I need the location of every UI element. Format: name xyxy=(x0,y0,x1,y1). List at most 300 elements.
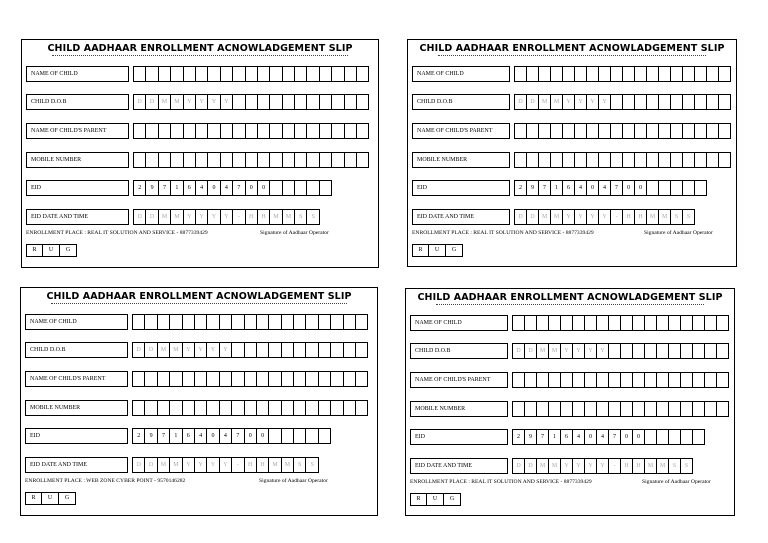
parent-name-cell xyxy=(159,123,171,139)
eid-cell: 2 xyxy=(513,429,525,445)
title-underline xyxy=(51,303,347,304)
mobile-number-cell xyxy=(575,152,587,168)
parent-name-cell xyxy=(319,371,331,387)
child-name-cell xyxy=(356,314,368,330)
parent-name-cell xyxy=(513,372,525,388)
eid-cell: 7 xyxy=(233,180,245,196)
eid-date-time-cell: - xyxy=(611,209,623,225)
child-name-cell xyxy=(220,314,232,330)
child-dob-cell: M xyxy=(539,94,551,110)
eid-date-time-cell: S xyxy=(671,209,683,225)
mobile-number-cell xyxy=(597,401,609,417)
child-name-row xyxy=(26,66,369,82)
mobile-number-cell xyxy=(319,400,331,416)
field-label: CHILD D.O.B xyxy=(410,343,508,359)
parent-name-cell xyxy=(587,123,599,139)
rug-cell: U xyxy=(43,244,60,257)
eid-date-time-cell: H xyxy=(246,209,258,225)
child-name-cell xyxy=(599,66,611,82)
parent-name-cell xyxy=(599,123,611,139)
acknowledgement-slip xyxy=(21,39,379,268)
eid-date-time-cell: Y xyxy=(599,209,611,225)
mobile-number-cell xyxy=(195,400,207,416)
mobile-number-cell xyxy=(158,400,170,416)
parent-name-cell xyxy=(707,123,719,139)
child-name-cell xyxy=(133,314,145,330)
child-dob-cell: D xyxy=(145,342,157,358)
eid-cell: 7 xyxy=(232,428,244,444)
child-name-cell xyxy=(635,66,647,82)
field-label: EID DATE AND TIME xyxy=(412,209,510,225)
parent-name-cell xyxy=(671,123,683,139)
child-dob-cell xyxy=(695,94,707,110)
mobile-number-cell xyxy=(705,401,717,417)
child-dob-row xyxy=(412,94,731,110)
child-dob-cell xyxy=(633,343,645,359)
eid-date-time-cell: H xyxy=(257,457,269,473)
eid-date-time-cell: S xyxy=(295,209,307,225)
eid-date-time-cell: Y xyxy=(587,209,599,225)
eid-cell: 0 xyxy=(633,429,645,445)
parent-name-cell xyxy=(320,123,332,139)
mobile-number-cell xyxy=(331,400,343,416)
child-dob-cell xyxy=(295,94,307,110)
parent-name-cell xyxy=(246,123,258,139)
child-dob-cell xyxy=(719,94,731,110)
child-name-cell xyxy=(134,66,146,82)
mobile-number-cell xyxy=(659,152,671,168)
eid-date-time-cell: M xyxy=(549,458,561,474)
eid-date-time-cell: M xyxy=(645,458,657,474)
child-name-cell xyxy=(659,66,671,82)
parent-name-cell xyxy=(356,371,368,387)
child-dob-cell: D xyxy=(513,343,525,359)
mobile-number-cell xyxy=(246,152,258,168)
field-label: NAME OF CHILD'S PARENT xyxy=(25,371,128,387)
eid-cell xyxy=(307,180,319,196)
child-dob-cell: M xyxy=(551,94,563,110)
mobile-number-cell xyxy=(332,152,344,168)
parent-name-cell xyxy=(527,123,539,139)
child-dob-cell xyxy=(645,343,657,359)
eid-date-time-cell: Y xyxy=(597,458,609,474)
child-dob-cell xyxy=(344,342,356,358)
mobile-number-cell xyxy=(633,401,645,417)
child-name-cell xyxy=(585,315,597,331)
child-name-cell xyxy=(657,315,669,331)
eid-date-time-cell: M xyxy=(283,209,295,225)
mobile-number-cell xyxy=(345,152,357,168)
child-name-cell xyxy=(573,315,585,331)
eid-date-time-cell: M xyxy=(171,209,183,225)
mobile-number-row xyxy=(25,400,368,416)
eid-cell: 7 xyxy=(158,428,170,444)
child-name-cell xyxy=(549,315,561,331)
parent-name-cell xyxy=(717,372,729,388)
mobile-number-cell xyxy=(294,400,306,416)
eid-date-time-row xyxy=(25,457,319,473)
parent-name-cell xyxy=(171,123,183,139)
child-name-cell xyxy=(159,66,171,82)
enrollment-place: ENROLLMENT PLACE : WEB ZONE CYBER POINT - 9570146282 xyxy=(25,478,186,484)
eid-cell xyxy=(657,429,669,445)
eid-cell: 0 xyxy=(208,180,220,196)
parent-name-cell xyxy=(208,123,220,139)
child-dob-cell xyxy=(659,94,671,110)
rug-cell: R xyxy=(26,244,43,257)
parent-name-cell xyxy=(145,371,157,387)
mobile-number-cell xyxy=(513,401,525,417)
child-name-cell xyxy=(623,66,635,82)
eid-cell xyxy=(270,180,282,196)
child-dob-cell: M xyxy=(158,342,170,358)
parent-name-cell xyxy=(184,123,196,139)
mobile-number-cell xyxy=(717,401,729,417)
eid-cell: 1 xyxy=(551,180,563,196)
operator-signature-label: Signature of Aadhaar Operator xyxy=(259,478,328,484)
eid-cell: 4 xyxy=(196,180,208,196)
child-dob-cell xyxy=(245,342,257,358)
child-dob-cell: Y xyxy=(196,94,208,110)
child-name-cell xyxy=(258,66,270,82)
mobile-number-cell xyxy=(585,401,597,417)
mobile-number-cell xyxy=(683,152,695,168)
mobile-number-cell xyxy=(693,401,705,417)
eid-cell: 7 xyxy=(611,180,623,196)
child-dob-cell: M xyxy=(170,342,182,358)
mobile-number-cell xyxy=(306,400,318,416)
rug-cell: R xyxy=(412,244,429,257)
eid-date-time-cell: H xyxy=(623,209,635,225)
parent-name-cell xyxy=(245,371,257,387)
field-label: EID DATE AND TIME xyxy=(25,457,128,473)
child-name-cell xyxy=(257,314,269,330)
eid-cell: 0 xyxy=(587,180,599,196)
child-dob-cell: D xyxy=(134,94,146,110)
field-label: NAME OF CHILD'S PARENT xyxy=(26,123,129,139)
child-dob-cell xyxy=(283,94,295,110)
child-name-cell xyxy=(527,66,539,82)
field-label: CHILD D.O.B xyxy=(412,94,510,110)
parent-name-cell xyxy=(551,123,563,139)
field-label: CHILD D.O.B xyxy=(26,94,129,110)
eid-cell: 6 xyxy=(183,428,195,444)
child-name-cell xyxy=(575,66,587,82)
eid-date-time-row xyxy=(26,209,320,225)
child-dob-cell xyxy=(357,94,369,110)
eid-date-time-cell: M xyxy=(537,458,549,474)
eid-cell xyxy=(319,428,331,444)
parent-name-cell xyxy=(196,123,208,139)
child-dob-cell: Y xyxy=(207,342,219,358)
mobile-number-cell xyxy=(539,152,551,168)
eid-row xyxy=(410,429,705,445)
parent-name-cell xyxy=(525,372,537,388)
field-label: EID xyxy=(412,180,510,196)
rug-boxes xyxy=(412,244,463,257)
parent-name-cell xyxy=(357,123,369,139)
operator-signature-label: Signature of Aadhaar Operator xyxy=(260,230,329,236)
field-label: MOBILE NUMBER xyxy=(26,152,129,168)
parent-name-cell xyxy=(270,123,282,139)
parent-name-cell xyxy=(645,372,657,388)
parent-name-cell xyxy=(294,371,306,387)
eid-date-time-cell: M xyxy=(170,457,182,473)
child-name-cell xyxy=(671,66,683,82)
mobile-number-cell xyxy=(208,152,220,168)
child-dob-cell: Y xyxy=(575,94,587,110)
parent-name-cell xyxy=(207,371,219,387)
child-name-row xyxy=(412,66,731,82)
slip-title: CHILD AADHAAR ENROLLMENT ACNOWLADGEMENT SLIP xyxy=(417,292,723,303)
child-dob-row xyxy=(25,342,368,358)
eid-cell: 4 xyxy=(599,180,611,196)
child-name-cell xyxy=(681,315,693,331)
child-dob-cell xyxy=(611,94,623,110)
child-name-cell xyxy=(611,66,623,82)
eid-cell: 2 xyxy=(515,180,527,196)
eid-date-time-cell: H xyxy=(258,209,270,225)
child-name-cell xyxy=(171,66,183,82)
child-name-cell xyxy=(609,315,621,331)
mobile-number-cell xyxy=(623,152,635,168)
parent-name-cell xyxy=(269,371,281,387)
mobile-number-cell xyxy=(527,152,539,168)
child-dob-cell xyxy=(717,343,729,359)
parent-name-cell xyxy=(549,372,561,388)
eid-date-time-cell: H xyxy=(245,457,257,473)
child-name-cell xyxy=(246,66,258,82)
field-label: EID xyxy=(26,180,129,196)
mobile-number-cell xyxy=(232,400,244,416)
mobile-number-cell xyxy=(599,152,611,168)
child-dob-cell xyxy=(635,94,647,110)
parent-name-cell xyxy=(344,371,356,387)
eid-cell xyxy=(693,429,705,445)
eid-cell: 1 xyxy=(549,429,561,445)
child-dob-cell xyxy=(332,94,344,110)
eid-date-time-cell: Y xyxy=(561,458,573,474)
mobile-number-cell xyxy=(245,400,257,416)
mobile-number-cell xyxy=(635,152,647,168)
eid-cell: 7 xyxy=(609,429,621,445)
mobile-number-cell xyxy=(220,400,232,416)
field-label: NAME OF CHILD xyxy=(410,315,508,331)
mobile-number-cell xyxy=(549,401,561,417)
eid-date-time-cell: D xyxy=(525,458,537,474)
parent-name-cell xyxy=(657,372,669,388)
child-dob-cell: Y xyxy=(573,343,585,359)
child-dob-cell xyxy=(257,342,269,358)
child-dob-cell xyxy=(331,342,343,358)
field-label: MOBILE NUMBER xyxy=(410,401,508,417)
rug-cell: U xyxy=(42,492,59,505)
child-dob-cell: D xyxy=(525,343,537,359)
parent-name-cell xyxy=(575,123,587,139)
eid-date-time-cell: D xyxy=(513,458,525,474)
eid-date-time-cell: Y xyxy=(575,209,587,225)
child-name-cell xyxy=(669,315,681,331)
child-name-cell xyxy=(221,66,233,82)
mobile-number-cell xyxy=(515,152,527,168)
parent-name-cell xyxy=(170,371,182,387)
parent-name-cell xyxy=(133,371,145,387)
child-dob-cell: Y xyxy=(587,94,599,110)
parent-name-cell xyxy=(195,371,207,387)
child-name-cell xyxy=(232,314,244,330)
child-dob-cell xyxy=(319,342,331,358)
mobile-number-cell xyxy=(270,152,282,168)
child-name-cell xyxy=(597,315,609,331)
eid-cell: 2 xyxy=(133,428,145,444)
mobile-number-cell xyxy=(609,401,621,417)
parent-name-cell xyxy=(561,372,573,388)
mobile-number-cell xyxy=(207,400,219,416)
child-dob-cell: Y xyxy=(561,343,573,359)
child-name-cell xyxy=(307,66,319,82)
eid-cell: 6 xyxy=(561,429,573,445)
child-dob-cell xyxy=(282,342,294,358)
child-name-cell xyxy=(331,314,343,330)
mobile-number-cell xyxy=(184,152,196,168)
mobile-number-cell xyxy=(645,401,657,417)
field-label: NAME OF CHILD xyxy=(412,66,510,82)
child-name-cell xyxy=(551,66,563,82)
eid-cell: 7 xyxy=(537,429,549,445)
child-name-cell xyxy=(695,66,707,82)
eid-cell: 0 xyxy=(245,428,257,444)
parent-name-cell xyxy=(705,372,717,388)
child-name-cell xyxy=(170,314,182,330)
eid-date-time-cell: M xyxy=(539,209,551,225)
eid-date-time-cell: M xyxy=(158,457,170,473)
parent-name-cell xyxy=(306,371,318,387)
eid-cell: 0 xyxy=(621,429,633,445)
eid-cell xyxy=(669,429,681,445)
child-name-cell xyxy=(537,315,549,331)
parent-name-cell xyxy=(307,123,319,139)
eid-date-time-cell: M xyxy=(657,458,669,474)
child-dob-cell: Y xyxy=(597,343,609,359)
child-dob-cell xyxy=(647,94,659,110)
child-name-cell xyxy=(563,66,575,82)
child-name-cell xyxy=(233,66,245,82)
eid-cell: 4 xyxy=(575,180,587,196)
field-label: NAME OF CHILD xyxy=(26,66,129,82)
parent-name-cell xyxy=(623,123,635,139)
eid-row xyxy=(26,180,332,196)
mobile-number-cell xyxy=(573,401,585,417)
mobile-number-cell xyxy=(647,152,659,168)
eid-date-time-cell: D xyxy=(133,457,145,473)
mobile-number-cell xyxy=(525,401,537,417)
mobile-number-cell xyxy=(563,152,575,168)
child-dob-cell: Y xyxy=(195,342,207,358)
eid-cell: 9 xyxy=(525,429,537,445)
eid-date-time-cell: S xyxy=(306,457,318,473)
eid-date-time-cell: M xyxy=(647,209,659,225)
child-dob-cell xyxy=(320,94,332,110)
eid-cell: 4 xyxy=(221,180,233,196)
eid-cell xyxy=(294,428,306,444)
child-dob-cell: Y xyxy=(563,94,575,110)
eid-date-time-cell: H xyxy=(635,209,647,225)
eid-date-time-cell: D xyxy=(527,209,539,225)
eid-cell: 0 xyxy=(635,180,647,196)
child-dob-cell: Y xyxy=(183,342,195,358)
field-label: EID DATE AND TIME xyxy=(410,458,508,474)
eid-date-time-cell: Y xyxy=(221,209,233,225)
child-name-cell xyxy=(295,66,307,82)
eid-date-time-cell: Y xyxy=(195,457,207,473)
title-underline xyxy=(436,304,704,305)
rug-cell: G xyxy=(446,244,463,257)
child-dob-cell: M xyxy=(549,343,561,359)
eid-cell: 7 xyxy=(539,180,551,196)
parent-name-row xyxy=(412,123,731,139)
parent-name-cell xyxy=(537,372,549,388)
child-dob-cell xyxy=(270,94,282,110)
child-dob-cell xyxy=(669,343,681,359)
field-label: EID xyxy=(25,428,128,444)
parent-name-cell xyxy=(345,123,357,139)
eid-cell: 1 xyxy=(170,428,182,444)
child-dob-cell: Y xyxy=(585,343,597,359)
mobile-number-cell xyxy=(551,152,563,168)
child-dob-cell xyxy=(609,343,621,359)
parent-name-cell xyxy=(183,371,195,387)
rug-cell: R xyxy=(25,492,42,505)
child-dob-cell xyxy=(306,342,318,358)
operator-signature-label: Signature of Aadhaar Operator xyxy=(644,230,713,236)
eid-cell: 4 xyxy=(195,428,207,444)
parent-name-cell xyxy=(332,123,344,139)
rug-cell: R xyxy=(410,493,427,506)
mobile-number-cell xyxy=(719,152,731,168)
eid-date-time-cell: Y xyxy=(573,458,585,474)
parent-name-cell xyxy=(647,123,659,139)
child-name-cell xyxy=(294,314,306,330)
eid-cell xyxy=(681,429,693,445)
child-name-cell xyxy=(196,66,208,82)
eid-cell xyxy=(295,180,307,196)
mobile-number-cell xyxy=(356,400,368,416)
eid-cell: 0 xyxy=(623,180,635,196)
eid-date-time-cell: Y xyxy=(196,209,208,225)
parent-name-cell xyxy=(282,371,294,387)
eid-cell xyxy=(659,180,671,196)
mobile-number-cell xyxy=(357,152,369,168)
mobile-number-cell xyxy=(134,152,146,168)
eid-date-time-cell: M xyxy=(269,457,281,473)
enrollment-place: ENROLLMENT PLACE : REAL IT SOLUTION AND SERVICE - 8877339429 xyxy=(410,479,592,485)
eid-cell: 9 xyxy=(527,180,539,196)
mobile-number-cell xyxy=(537,401,549,417)
child-name-cell xyxy=(717,315,729,331)
eid-date-time-cell: M xyxy=(551,209,563,225)
eid-cell xyxy=(306,428,318,444)
title-underline xyxy=(438,55,706,56)
eid-cell: 7 xyxy=(159,180,171,196)
eid-date-time-row xyxy=(412,209,695,225)
mobile-number-cell xyxy=(561,401,573,417)
parent-name-cell xyxy=(258,123,270,139)
eid-date-time-cell: Y xyxy=(585,458,597,474)
child-name-cell xyxy=(693,315,705,331)
mobile-number-cell xyxy=(695,152,707,168)
eid-date-time-cell: S xyxy=(683,209,695,225)
mobile-number-cell xyxy=(295,152,307,168)
